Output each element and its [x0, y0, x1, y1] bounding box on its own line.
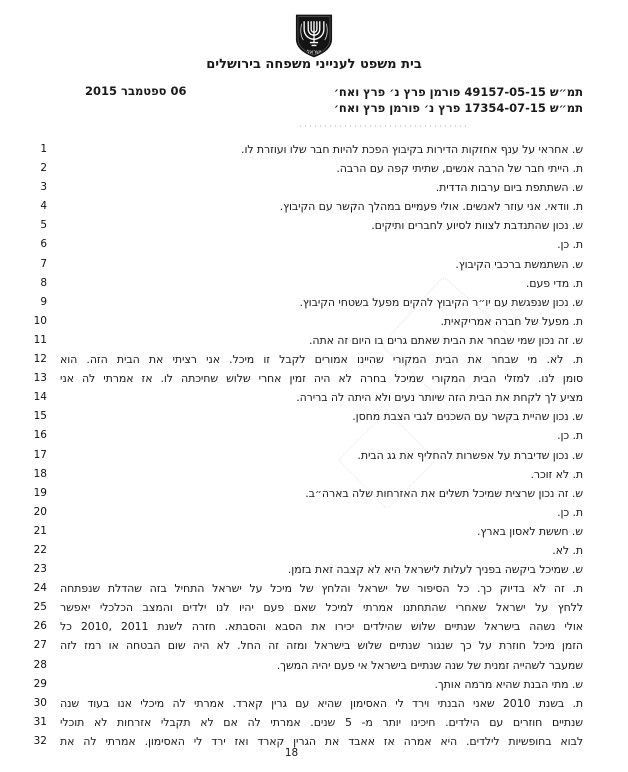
transcript-line-text: ת. בשנת 2010 שאני הבנתי וירד לי האסימון שהיא עם גרין קארד. אמרתי לה מיכלי אנו בעוד שנה [60, 696, 583, 710]
transcript-line [0, 446, 583, 465]
transcript-line-text: ת. כן. [557, 505, 583, 519]
scan-artifact [300, 125, 470, 127]
line-number: 5 [40, 219, 47, 232]
line-number: 2 [40, 162, 47, 175]
transcript-line [0, 579, 583, 598]
line-number: 29 [33, 677, 47, 690]
transcript-line-text: ת. זה לא בדיוק כך. כל הסיפור של ישראל והלחץ של מיכל על ישראל התחיל בזה שהדלת שנפתחה [60, 582, 583, 596]
israel-state-emblem-icon [287, 13, 341, 63]
line-number: 25 [33, 601, 47, 614]
line-number: 31 [33, 715, 47, 728]
transcript-line [0, 560, 583, 579]
case-line: תמ״ש 17354-07-15 פרץ נ׳ פורמן פרץ ואח׳ [333, 101, 583, 115]
transcript-line [0, 255, 583, 274]
transcript-line-text: שמעבר לשהייה זמנית של שנה שנתיים בישראל אי פעם יהיה המשך. [276, 658, 583, 672]
line-number: 3 [40, 181, 47, 194]
line-number: 16 [33, 429, 47, 442]
line-number: 15 [33, 410, 47, 423]
transcript-line [0, 216, 583, 235]
transcript-line-text: ת. לא. [552, 543, 583, 557]
transcript-line-text: ש. מתי הבנת שהיא מרמה אותך. [434, 677, 583, 691]
transcript-line-text: ת. מפעל של חברה אמריקאית. [440, 314, 583, 328]
line-number: 14 [33, 391, 47, 404]
transcript-line [0, 388, 583, 407]
page-number: 18 [284, 747, 299, 759]
line-number: 28 [33, 658, 47, 671]
transcript-line-text: ש. שמיכל ביקשה בפניך לעלות לישראל היא לא קצבה זאת בזמן. [287, 563, 583, 577]
transcript-line [0, 369, 583, 388]
line-number: 24 [33, 582, 47, 595]
transcript-line-text: ש. נכון שהיית בקשר עם השכנים לגבי הצבת מחסן. [352, 410, 583, 424]
transcript-line-text: שנתיים חוזרים עם הילדים. חיכינו יותר מ- 5 שנים. אמרתי לה אם לא תקבלי אזרחות לא תוכלי [60, 715, 583, 729]
transcript-line [0, 617, 583, 636]
transcript-line-text: ת. לא. מי שבחר את הבית המקורי שהיינו אמורים לקבל זו מיכל. אני רציתי את הבית הזה. הוא [60, 353, 583, 367]
transcript-line-text: הזמן מיכל חוזרת על כך שנגור שנתיים שלוש בישראל ומזה זה החל. לא היה שום הבטחה או רמז לזה [60, 639, 583, 653]
transcript-line-text: ת. וודאי. אני עוזר לאנשים. אולי פעמיים במהלך הקשר עם הקיבוץ. [279, 200, 583, 214]
hearing-date: 06 ספטמבר 2015 [85, 84, 187, 98]
line-number: 12 [33, 353, 47, 366]
transcript-line [0, 274, 583, 293]
line-number: 10 [33, 314, 47, 327]
line-number: 4 [40, 200, 47, 213]
line-number: 23 [33, 563, 47, 576]
transcript-line-text: אולי נשהה בישראל שנתיים שלוש שהילדים יכירו את הסבא והסבתא. חזרה לשנת ⁦2010, 2011⁩ כל [60, 620, 583, 634]
transcript-line-text: ש. נכון שדיברת על אפשרות להחליף את גג הבית. [357, 448, 583, 462]
transcript-line-text: ת. מדי פעם. [525, 276, 583, 290]
transcript-line-text: ת. הייתי חבר של הרבה אנשים, שתיתי קפה עם הרבה. [336, 162, 583, 176]
transcript-line [0, 197, 583, 216]
transcript-line [0, 331, 583, 350]
transcript-line-text: ללחץ על ישראל שאחרי שהתחתנו אמרתי למיכל שאם פעם יהיו לנו ילדים והמצב הכלכלי יאפשר [60, 601, 583, 615]
transcript-line [0, 503, 583, 522]
line-number: 8 [40, 276, 47, 289]
line-number: 30 [33, 696, 47, 709]
transcript-line-text: ש. השתתפת ביום ערבות הדדית. [435, 181, 583, 195]
line-number: 7 [40, 257, 47, 270]
transcript-line [0, 426, 583, 445]
transcript-line-text: ש. אחראי על ענף אחזקות הדירות בקיבוץ הפכת להיות חבר שלו ועוזרת לו. [241, 143, 583, 156]
case-line: תמ״ש 49157-05-15 פורמן פרץ נ׳ פרץ ואח׳ [333, 85, 583, 99]
line-number: 32 [33, 734, 47, 747]
transcript-line [0, 522, 583, 541]
line-number: 1 [40, 143, 47, 155]
court-name: בית משפט לענייני משפחה בירושלים [206, 57, 422, 72]
transcript-line-text: לבוא בחופשיות לילדים. היא אמרה אז אאבד את הגרין קארד ואז ירד לי האסימון. אמרתי לה את [60, 734, 583, 748]
transcript-line [0, 675, 583, 694]
line-number: 20 [33, 505, 47, 518]
transcript-line-text: ש. חששת לאסון בארץ. [477, 524, 583, 538]
transcript-line [0, 350, 583, 369]
transcript-line-text: סומן לנו. למזלי הבית המקורי שמיכל בחרה לא היה זמין אחרי שלוש שחיכתה לו. אז אמרתי לה אני [60, 372, 583, 386]
transcript-line-text: ש. נכון שהתנדבת לצוות לסיוע לחברים ותיקים. [371, 219, 583, 233]
line-number: 27 [33, 639, 47, 652]
transcript [0, 140, 583, 751]
transcript-line [0, 656, 583, 675]
transcript-line [0, 465, 583, 484]
line-number: 19 [33, 486, 47, 499]
transcript-line-text: ש. השתמשת ברכבי הקיבוץ. [455, 257, 583, 271]
transcript-line [0, 140, 583, 159]
line-number: 21 [33, 524, 47, 537]
transcript-line [0, 178, 583, 197]
transcript-line [0, 159, 583, 178]
transcript-line [0, 541, 583, 560]
transcript-line [0, 407, 583, 426]
transcript-line [0, 694, 583, 713]
transcript-line [0, 636, 583, 655]
emblem-label: ישראל [307, 49, 321, 56]
transcript-line-text: מציע לך לקחת את הבית הזה שיותר נעים ולא היתה לה ברירה. [296, 391, 583, 405]
transcript-line [0, 484, 583, 503]
transcript-line [0, 312, 583, 331]
line-number: 11 [33, 333, 47, 346]
transcript-line-text: ש. נכון שנפגשת עם יו״ר הקיבוץ להקים מפעל בשטחי הקיבוץ. [299, 295, 583, 309]
transcript-line [0, 598, 583, 617]
line-number: 6 [40, 238, 47, 251]
transcript-line [0, 713, 583, 732]
line-number: 9 [40, 295, 47, 308]
case-numbers [334, 84, 583, 116]
line-number: 13 [33, 372, 47, 385]
transcript-line [0, 235, 583, 254]
transcript-line-text: ת. כן. [557, 429, 583, 443]
line-number: 18 [33, 467, 47, 480]
line-number: 22 [33, 543, 47, 556]
transcript-line-text: ש. זה נכון שרצית שמיכל תשלים את האזרחות שלה בארה״ב. [305, 486, 583, 500]
transcript-line-text: ת. כן. [557, 238, 583, 252]
transcript-line [0, 293, 583, 312]
line-number: 26 [33, 620, 47, 633]
transcript-line-text: ש. זה נכון שמי שבחר את הבית שאתם גרים בו היום זה אתה. [309, 333, 583, 347]
line-number: 17 [33, 448, 47, 461]
transcript-line-text: ת. לא זוכר. [530, 467, 583, 481]
